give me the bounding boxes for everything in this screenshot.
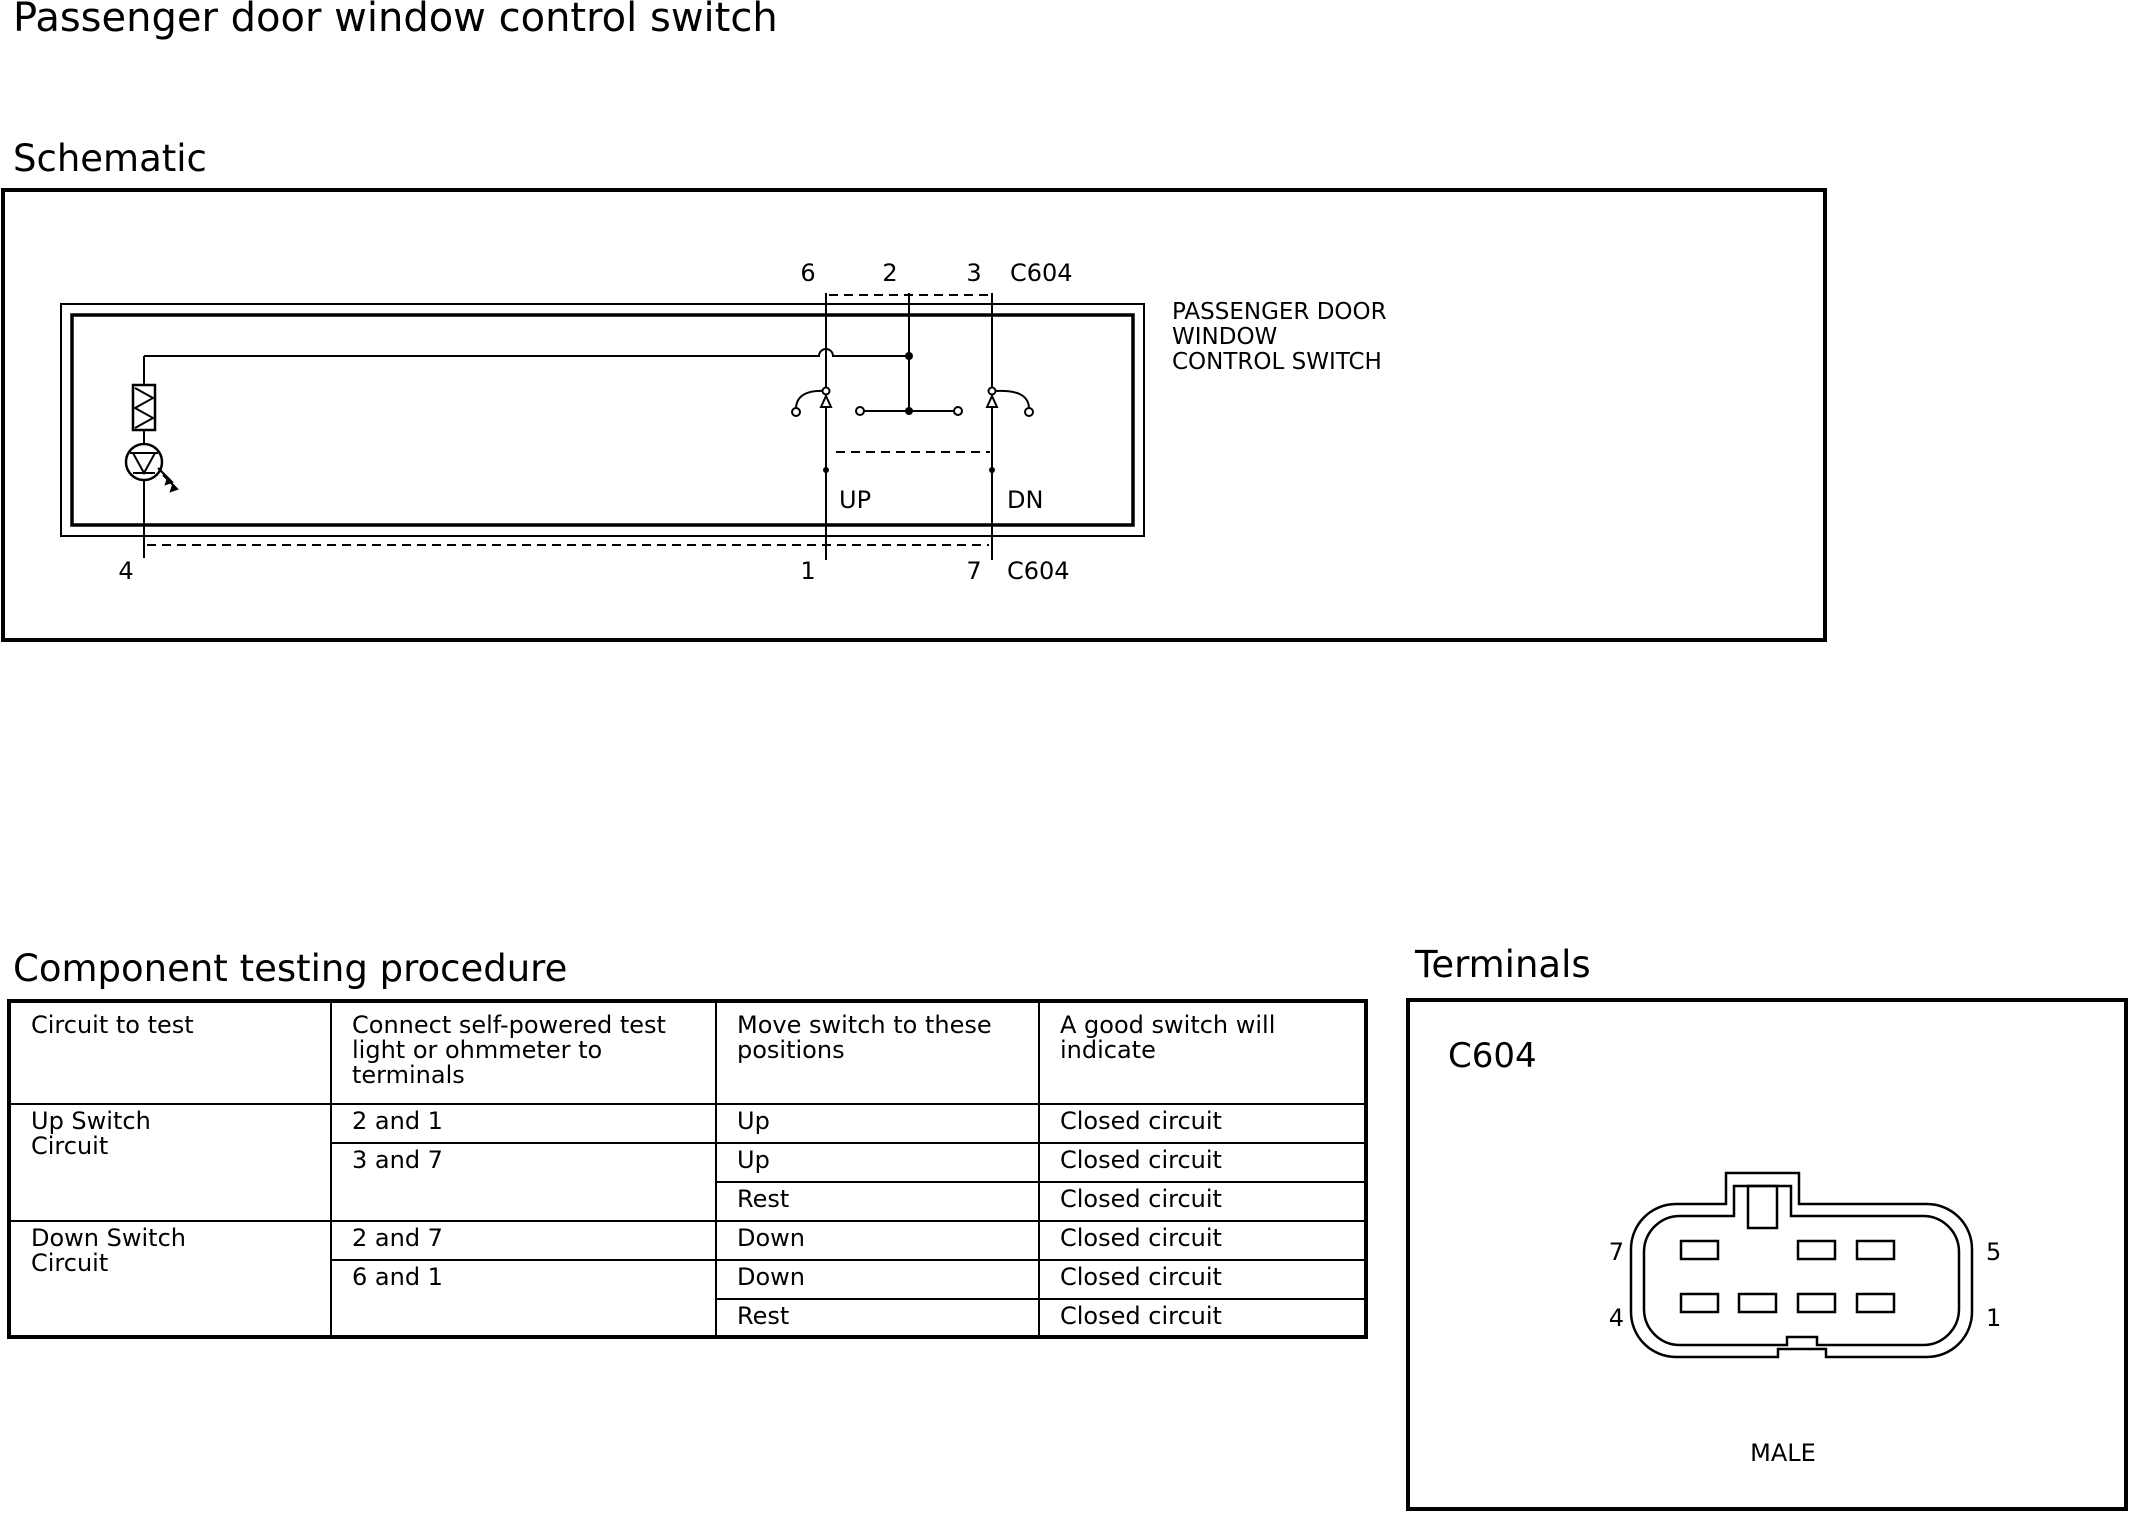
- testing-table: [7, 999, 1368, 1339]
- table-row: [9, 1104, 1366, 1143]
- terminals-cell: 2 and 7: [331, 1221, 716, 1260]
- position-cell: Up: [716, 1143, 1039, 1182]
- circuit-cell: Down Switch Circuit: [9, 1221, 331, 1337]
- schematic-diagram: [0, 0, 2130, 660]
- terminals-cell: 6 and 1: [331, 1260, 716, 1337]
- column-header: Move switch to these positions: [716, 1001, 1039, 1104]
- result-cell: Closed circuit: [1039, 1299, 1366, 1337]
- position-cell: Up: [716, 1104, 1039, 1143]
- connector-pins: [1681, 1241, 1894, 1312]
- terminals-frame: [1408, 1000, 2126, 1509]
- table-header-row: [9, 1001, 1366, 1104]
- pin-label-top: 2: [882, 259, 898, 287]
- position-cell: Down: [716, 1221, 1039, 1260]
- pin-label: 7: [1608, 1238, 1624, 1266]
- connector-gender-label: MALE: [1750, 1439, 1816, 1467]
- position-cell: Rest: [716, 1182, 1039, 1221]
- column-header: Connect self-powered test light or ohmmeter to terminals: [331, 1001, 716, 1104]
- schematic-frame: [3, 190, 1825, 640]
- connector-label-top: C604: [1010, 259, 1073, 287]
- table-row: [9, 1221, 1366, 1260]
- schematic-heading: Schematic: [13, 137, 207, 180]
- pin-label: 4: [1608, 1304, 1624, 1332]
- result-cell: Closed circuit: [1039, 1182, 1366, 1221]
- circuit-cell: Up Switch Circuit: [9, 1104, 331, 1221]
- terminals-cell: 2 and 1: [331, 1104, 716, 1143]
- terminals-heading: Terminals: [1415, 943, 1591, 986]
- column-header: Circuit to test: [9, 1001, 331, 1104]
- pin-label-bottom: 7: [966, 557, 982, 585]
- position-cell: Down: [716, 1260, 1039, 1299]
- position-up-label: UP: [839, 486, 872, 514]
- result-cell: Closed circuit: [1039, 1221, 1366, 1260]
- pin-label: 1: [1986, 1304, 2002, 1332]
- page-title: Passenger door window control switch: [13, 0, 778, 41]
- result-cell: Closed circuit: [1039, 1260, 1366, 1299]
- position-down-label: DN: [1007, 486, 1044, 514]
- terminals-cell: 3 and 7: [331, 1143, 716, 1221]
- pin-label-top: 6: [800, 259, 816, 287]
- column-header: A good switch will indicate: [1039, 1001, 1366, 1104]
- testing-heading: Component testing procedure: [13, 947, 568, 990]
- pin-label: 5: [1986, 1238, 2002, 1266]
- result-cell: Closed circuit: [1039, 1143, 1366, 1182]
- pin-label-bottom: 4: [118, 557, 134, 585]
- result-cell: Closed circuit: [1039, 1104, 1366, 1143]
- pin-label-top: 3: [966, 259, 982, 287]
- component-label: PASSENGER DOOR WINDOW CONTROL SWITCH: [1172, 299, 1387, 375]
- terminals-connector-label: C604: [1448, 1036, 1537, 1076]
- connector-housing: [1631, 1173, 1972, 1357]
- switch-body-outline: [61, 304, 1144, 536]
- pin-label-bottom: 1: [800, 557, 816, 585]
- connector-label-bottom: C604: [1007, 557, 1070, 585]
- position-cell: Rest: [716, 1299, 1039, 1337]
- schematic-wiring: [126, 293, 1029, 560]
